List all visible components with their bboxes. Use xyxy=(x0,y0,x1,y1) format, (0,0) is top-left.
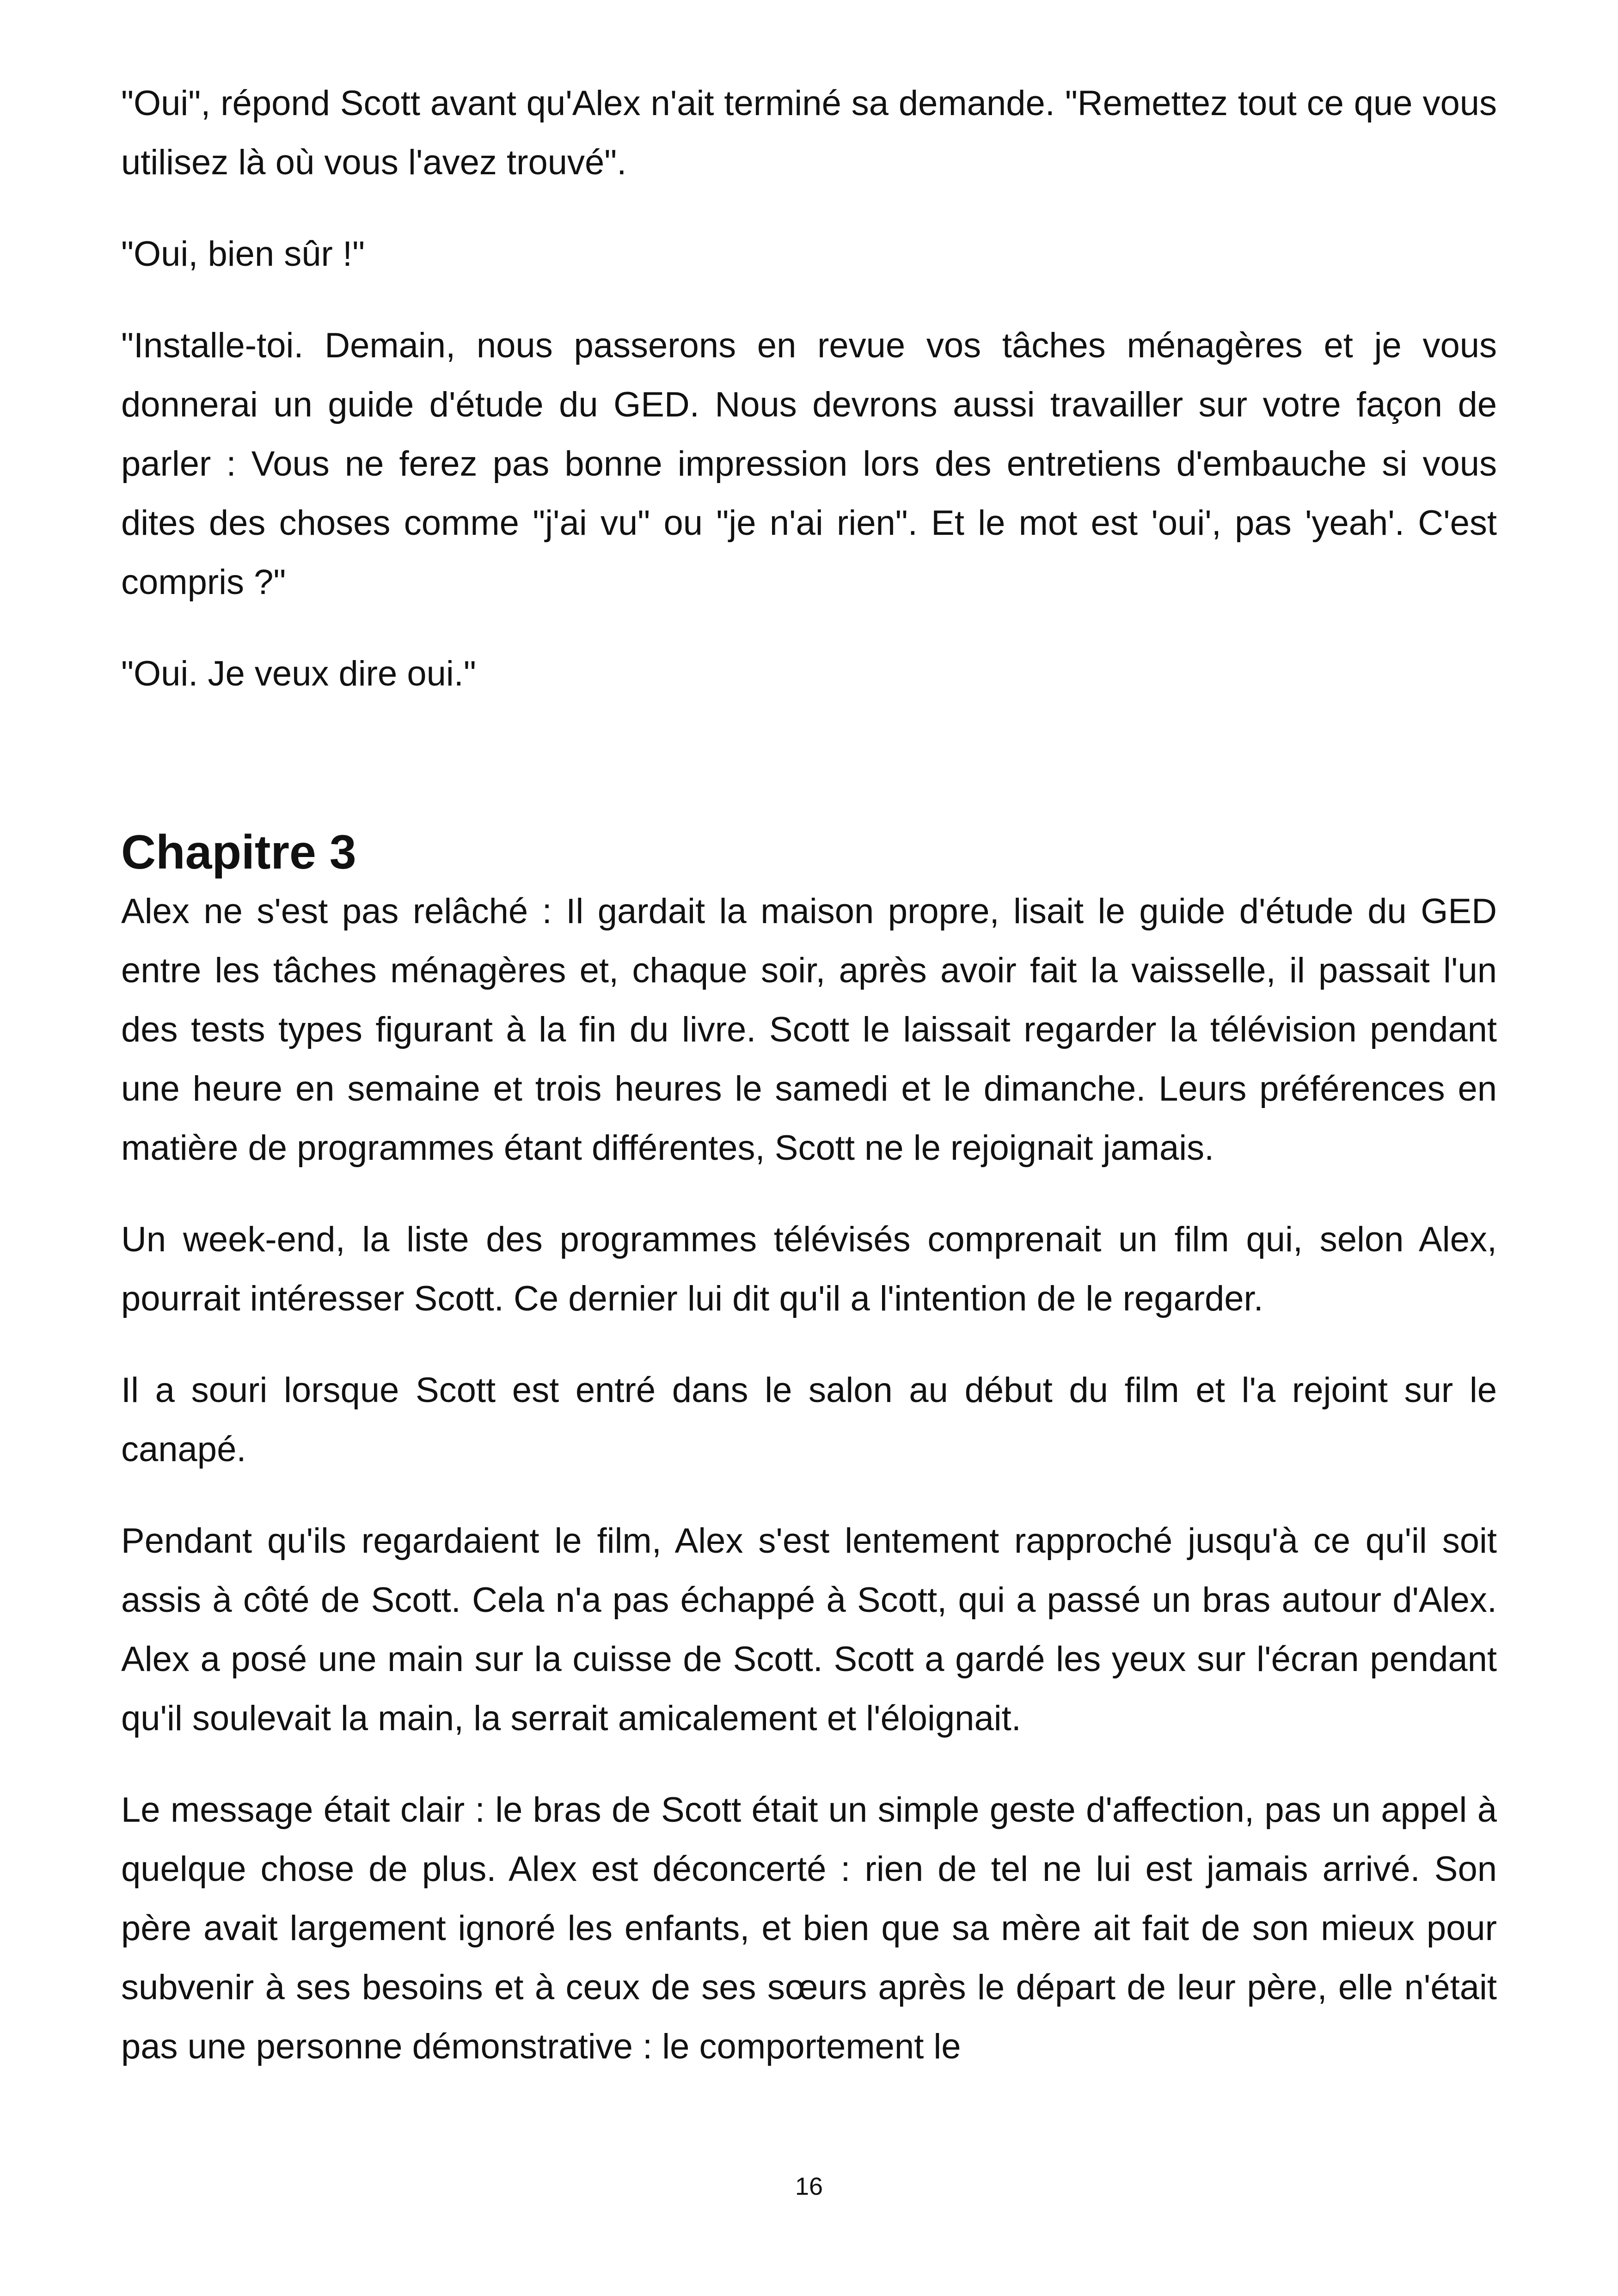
paragraph-il-a-souri: Il a souri lorsque Scott est entré dans le salon au début du film et l'a rejoint sur le canapé. xyxy=(121,1371,1497,1469)
paragraph-oui-bien-sur: "Oui, bien sûr !" xyxy=(121,234,365,274)
chapter-body xyxy=(121,882,1497,2076)
page-number: 16 xyxy=(795,2173,823,2200)
paragraph-alex-ne-sest-pas-relache: Alex ne s'est pas relâché : Il gardait la maison propre, lisait le guide d'étude du GED entre les tâches ménagères et, chaque soir, après avoir fait la vaisselle, il passait l'un des tests types figurant à la fin du livre. Scott le laissait regarder la télévision pendant une heure en semaine et trois heures le samedi et le dimanche. Leurs préférences en matière de programmes étant différentes, Scott ne le rejoignait jamais. xyxy=(121,892,1497,1168)
paragraph-un-week-end: Un week-end, la liste des programmes télévisés comprenait un film qui, selon Alex, pourrait intéresser Scott. Ce dernier lui dit qu'il a l'intention de le regarder. xyxy=(121,1220,1497,1318)
paragraph-oui-je-veux-dire-oui: "Oui. Je veux dire oui." xyxy=(121,654,476,693)
chapter-title: Chapitre 3 xyxy=(121,826,356,879)
paragraph-oui-repond-scott: "Oui", répond Scott avant qu'Alex n'ait terminé sa demande. "Remettez tout ce que vous utilisez là où vous l'avez trouvé". xyxy=(121,84,1497,182)
paragraph-le-message-etait-clair: Le message était clair : le bras de Scott était un simple geste d'affection, pas un appel à quelque chose de plus. Alex est déconcerté : rien de tel ne lui est jamais arrivé. Son père avait largement ignoré les enfants, et bien que sa mère ait fait de son mieux pour subvenir à ses besoins et à ceux de ses sœurs après le départ de leur père, elle n'était pas une personne démonstrative : le comportement le xyxy=(121,1790,1497,2066)
document-page xyxy=(121,74,1497,2076)
paragraph-installe-toi: "Installe-toi. Demain, nous passerons en revue vos tâches ménagères et je vous donnerai un guide d'étude du GED. Nous devrons aussi travailler sur votre façon de parler : Vous ne ferez pas bonne impression lors des entretiens d'embauche si vous dites des choses comme "j'ai vu" ou "je n'ai rien". Et le mot est 'oui', pas 'yeah'. C'est compris ?" xyxy=(121,326,1497,602)
paragraph-pendant-quils-regardaient: Pendant qu'ils regardaient le film, Alex s'est lentement rapproché jusqu'à ce qu'il soit assis à côté de Scott. Cela n'a pas échappé à Scott, qui a passé un bras autour d'Alex. Alex a posé une main sur la cuisse de Scott. Scott a gardé les yeux sur l'écran pendant qu'il soulevait la main, la serrait amicalement et l'éloignait. xyxy=(121,1521,1497,1738)
